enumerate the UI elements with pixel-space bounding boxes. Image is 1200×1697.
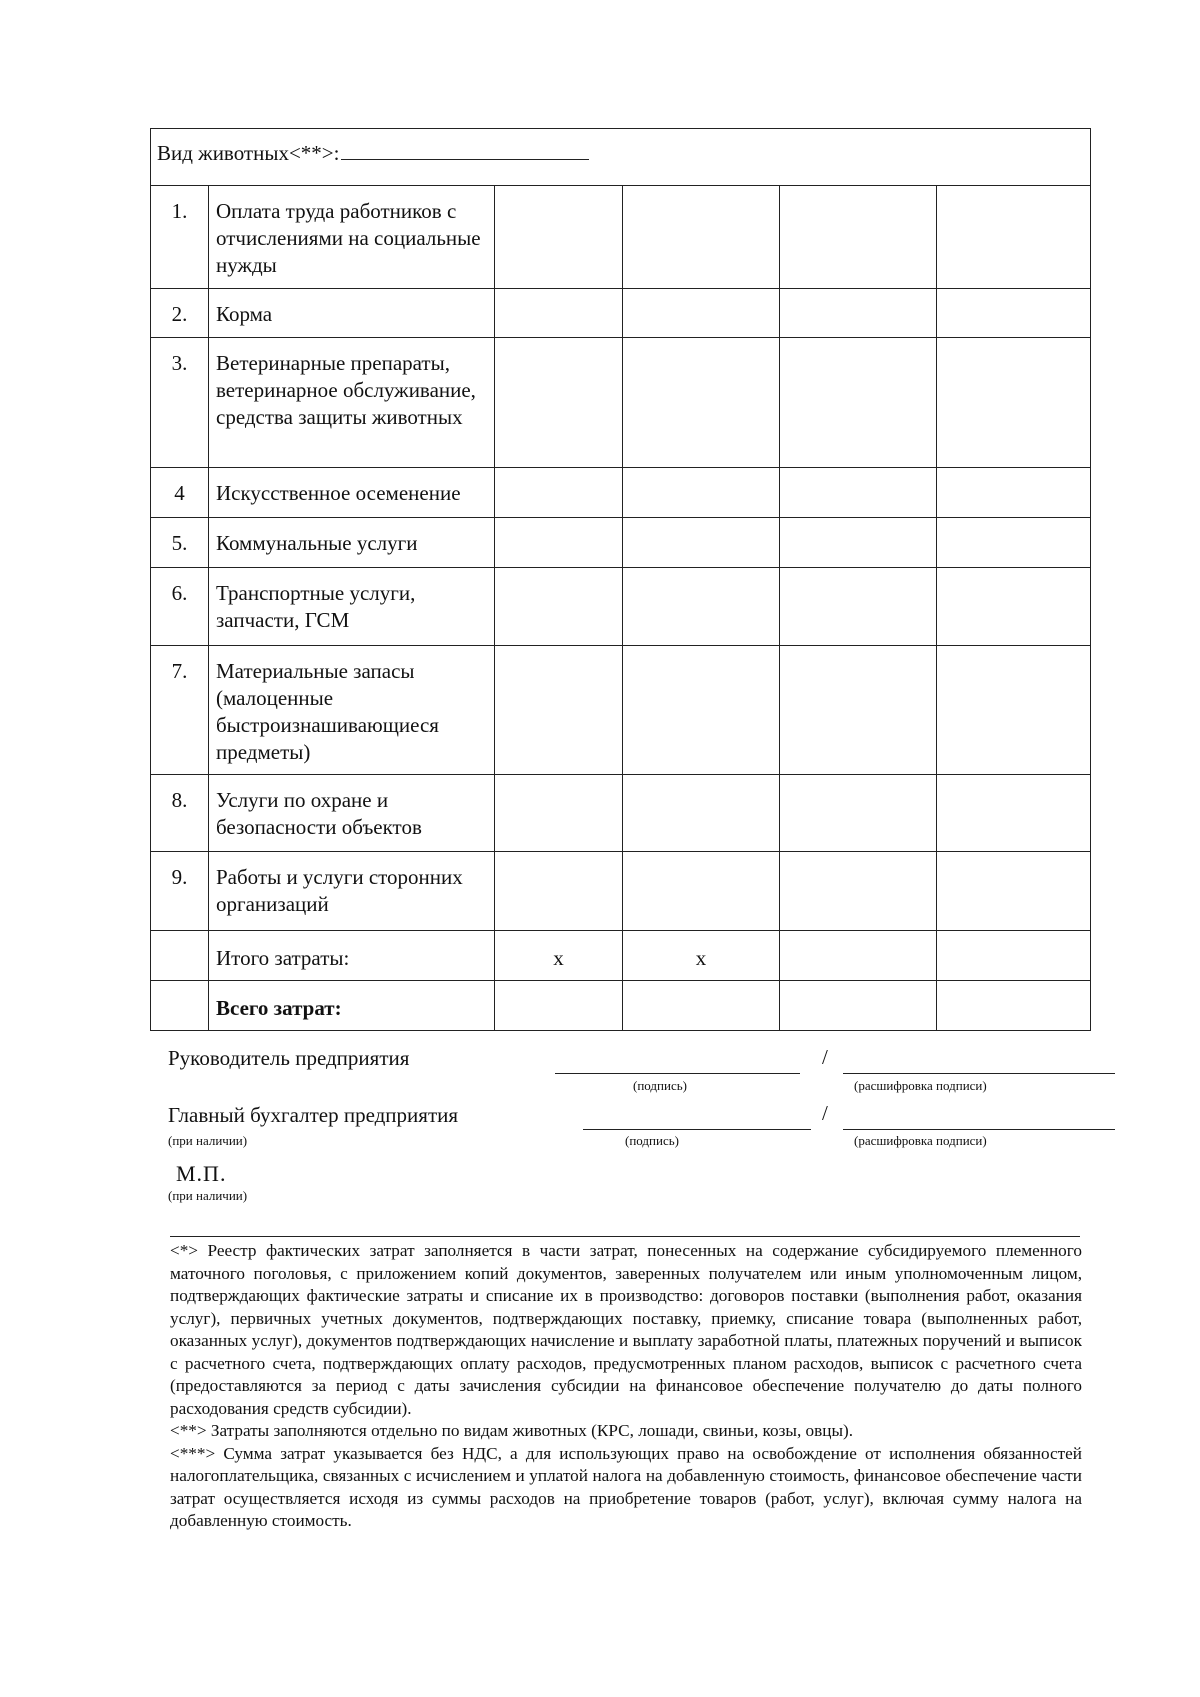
total-row	[151, 931, 1091, 981]
cost-item-label: Искусственное осеменение	[209, 468, 495, 518]
accountant-slash: /	[822, 1101, 828, 1125]
value-cell	[780, 775, 937, 852]
value-cell	[495, 468, 623, 518]
value-cell	[937, 518, 1091, 568]
value-cell	[780, 931, 937, 981]
value-cell	[495, 931, 623, 981]
value-cell	[495, 646, 623, 775]
cost-item-label: Оплата труда работников с отчислениями на социальные нужды	[209, 186, 495, 289]
value-cell	[495, 852, 623, 931]
value-cell	[623, 646, 780, 775]
not-applicable-mark: x	[695, 946, 707, 970]
table-row	[151, 852, 1091, 931]
value-cell	[937, 289, 1091, 338]
value-cell	[937, 775, 1091, 852]
head-sign-caption: (подпись)	[633, 1078, 687, 1093]
value-cell	[623, 568, 780, 646]
head-signature-line	[555, 1073, 800, 1074]
footnote-1: <*> Реестр фактических затрат заполняется в части затрат, понесенных на содержание субсидируемого племенного маточного поголовья, с приложением копий документов, заверенных получателем или иным уполномоченным лицом, подтверждающих фактические затраты и списание их в производство: договоров поставки (выполнения работ, оказания услуг), первичных учетных документов, подтверждающих поставку, приемку, списание товара (выполненных работ, оказанных услуг), документов подтверждающих начисление и выплату заработной платы, платежных поручений и выписок с расчетного счета, подтверждающих оплату расходов, предусмотренных планом расходов, выписок с расчетного счета (предоставляются за период с даты зачисления субсидии на финансовое обеспечение получателю до даты полного расходования средств субсидии).	[170, 1241, 1082, 1418]
head-slash: /	[822, 1045, 828, 1069]
value-cell	[937, 568, 1091, 646]
value-cell	[780, 518, 937, 568]
footnotes	[170, 1240, 1082, 1533]
table-row	[151, 775, 1091, 852]
row-number	[151, 931, 209, 981]
row-number: 8.	[151, 775, 209, 852]
value-cell	[780, 852, 937, 931]
value-cell	[623, 468, 780, 518]
table-row	[151, 338, 1091, 468]
table-row	[151, 186, 1091, 289]
chief-accountant-note: (при наличии)	[168, 1133, 248, 1148]
row-number: 2.	[151, 289, 209, 338]
value-cell	[495, 775, 623, 852]
table-row	[151, 289, 1091, 338]
cost-item-label: Услуги по охране и безопасности объектов	[209, 775, 495, 852]
row-number: 4	[151, 468, 209, 518]
chief-accountant-title: Главный бухгалтер предприятия	[168, 1103, 459, 1127]
accountant-sign-caption: (подпись)	[625, 1133, 679, 1148]
cost-item-label: Ветеринарные препараты, ветеринарное обслуживание, средства защиты животных	[209, 338, 495, 468]
value-cell	[937, 931, 1091, 981]
animal-type-row	[151, 129, 1091, 186]
accountant-signature-line	[583, 1129, 811, 1130]
value-cell	[780, 646, 937, 775]
cost-item-label: Работы и услуги сторонних организаций	[209, 852, 495, 931]
value-cell	[937, 981, 1091, 1031]
row-number: 5.	[151, 518, 209, 568]
value-cell	[780, 289, 937, 338]
value-cell	[495, 568, 623, 646]
value-cell	[937, 338, 1091, 468]
value-cell	[623, 186, 780, 289]
value-cell	[937, 186, 1091, 289]
value-cell	[495, 518, 623, 568]
row-number: 3.	[151, 338, 209, 468]
grand-total-label: Всего затрат:	[209, 981, 495, 1031]
head-title: Руководитель предприятия	[168, 1046, 410, 1070]
animal-type-cell	[151, 129, 1091, 186]
animal-type-label: Вид животных<**>:	[157, 141, 340, 165]
row-number: 6.	[151, 568, 209, 646]
value-cell	[623, 775, 780, 852]
row-number: 7.	[151, 646, 209, 775]
value-cell	[937, 646, 1091, 775]
cost-item-label: Коммунальные услуги	[209, 518, 495, 568]
table-row	[151, 646, 1091, 775]
value-cell	[623, 289, 780, 338]
value-cell	[623, 931, 780, 981]
total-label: Итого затраты:	[209, 931, 495, 981]
table-row	[151, 518, 1091, 568]
row-number: 1.	[151, 186, 209, 289]
animal-type-blank-field	[341, 137, 589, 160]
value-cell	[780, 568, 937, 646]
stamp-note: (при наличии)	[168, 1188, 248, 1203]
cost-item-label: Транспортные услуги, запчасти, ГСМ	[209, 568, 495, 646]
not-applicable-mark: x	[553, 946, 564, 970]
value-cell	[623, 338, 780, 468]
value-cell	[623, 852, 780, 931]
value-cell	[780, 338, 937, 468]
head-decode-line	[843, 1073, 1115, 1074]
footnote-2: <**> Затраты заполняются отдельно по видам животных (КРС, лошади, свиньи, козы, овцы).	[170, 1421, 854, 1440]
cost-item-label: Корма	[209, 289, 495, 338]
value-cell	[495, 186, 623, 289]
cost-item-label: Материальные запасы (малоценные быстроизнашивающиеся предметы)	[209, 646, 495, 775]
value-cell	[780, 186, 937, 289]
accountant-decode-line	[843, 1129, 1115, 1130]
value-cell	[780, 468, 937, 518]
value-cell	[495, 338, 623, 468]
footnote-3: <***> Сумма затрат указывается без НДС, а для использующих право на освобождение от исполнения обязанностей налогоплательщика, связанных с исчислением и уплатой налога на добавленную стоимость, финансовое обеспечение части затрат осуществляется исходя из суммы расходов на приобретение товаров (работ, услуг), включая сумму налога на добавленную стоимость.	[170, 1443, 1082, 1530]
value-cell	[495, 981, 623, 1031]
footnote-separator	[170, 1236, 1080, 1237]
grand-total-row	[151, 981, 1091, 1031]
value-cell	[623, 981, 780, 1031]
table-row	[151, 568, 1091, 646]
value-cell	[937, 852, 1091, 931]
value-cell	[937, 468, 1091, 518]
row-number	[151, 981, 209, 1031]
stamp-label: М.П.	[176, 1161, 227, 1186]
row-number: 9.	[151, 852, 209, 931]
head-decode-caption: (расшифровка подписи)	[854, 1078, 987, 1093]
cost-registry-table	[150, 128, 1091, 1031]
value-cell	[623, 518, 780, 568]
value-cell	[780, 981, 937, 1031]
table-row	[151, 468, 1091, 518]
accountant-decode-caption: (расшифровка подписи)	[854, 1133, 987, 1148]
value-cell	[495, 289, 623, 338]
